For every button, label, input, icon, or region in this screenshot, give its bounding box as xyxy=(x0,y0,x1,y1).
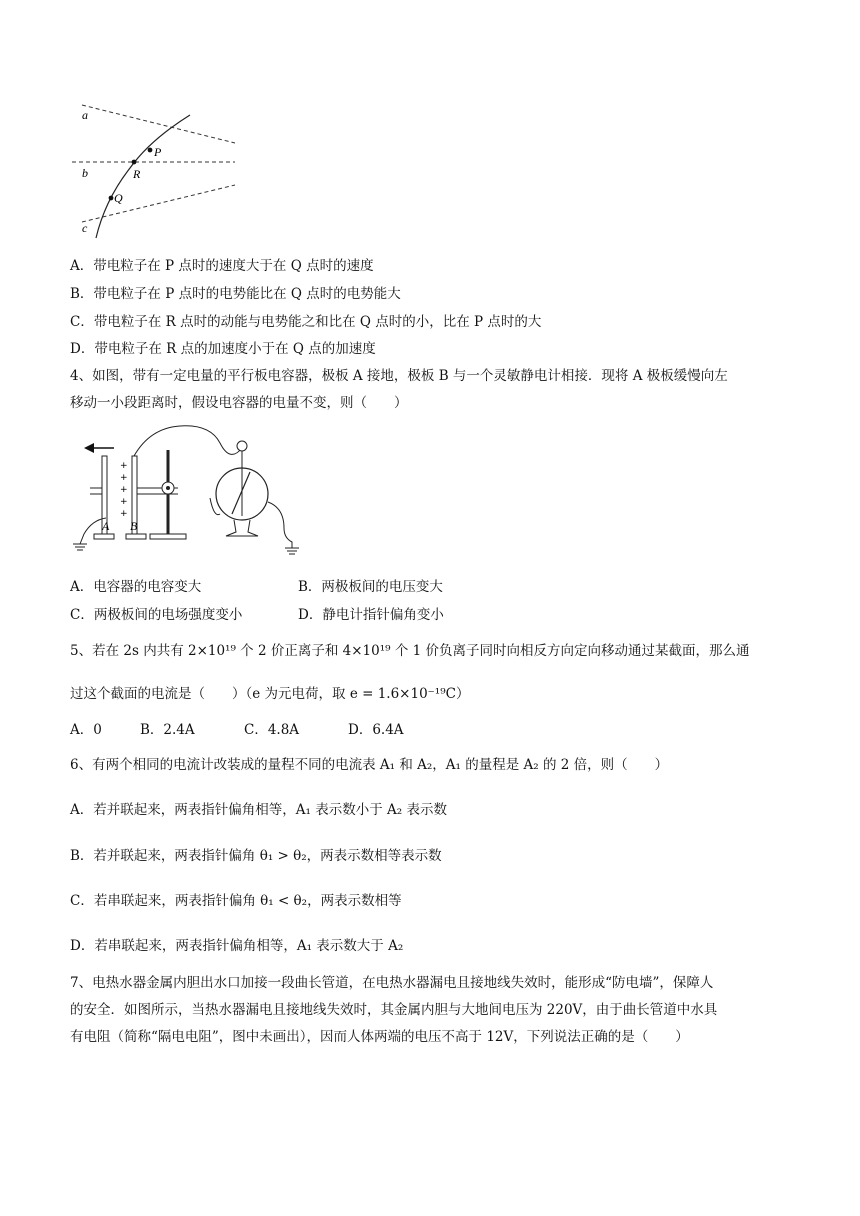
q7-line-1: 7、电热水器金属内胆出水口加接一段曲长管道，在电热水器漏电且接地线失效时，能形成“防电墙”，保障人 xyxy=(70,975,714,991)
q5-option-b: B．2.4A xyxy=(140,722,195,738)
q6-option-a: A．若并联起来，两表指针偏角相等，A₁ 表示数小于 A₂ 表示数 xyxy=(70,802,447,818)
line-c xyxy=(82,185,235,222)
label-p: P xyxy=(154,145,162,159)
point-p-dot xyxy=(148,148,153,153)
plus-sign-3: + xyxy=(120,485,128,495)
fig-label-b: B xyxy=(130,519,138,533)
label-b: b xyxy=(82,166,88,180)
q4-option-a: A．电容器的电容变大 xyxy=(70,579,202,595)
q4-options-row-2 xyxy=(70,603,444,623)
electrometer-knob xyxy=(237,441,247,451)
stand-clamp-center xyxy=(166,486,170,490)
q6-option-c: C．若串联起来，两表指针偏角 θ₁ < θ₂，两表示数相等 xyxy=(70,893,402,909)
q3-option-b: B．带电粒子在 P 点时的电势能比在 Q 点时的电势能大 xyxy=(70,286,401,302)
plus-sign-5: + xyxy=(120,509,128,519)
q5-stem-line-2: 过这个截面的电流是（ ）（e 为元电荷，取 e = 1.6×10⁻¹⁹C） xyxy=(70,686,470,702)
plate-a-base xyxy=(94,534,114,539)
q3-option-d: D．带电粒子在 R 点的加速度小于在 Q 点的加速度 xyxy=(70,341,376,357)
q4-stem-line-1: 4、如图，带有一定电量的平行板电容器，极板 A 接地，极板 B 与一个灵敏静电计相接．现将 A 极板缓慢向左 xyxy=(70,368,728,384)
q6-stem: 6、有两个相同的电流计改装成的量程不同的电流表 A₁ 和 A₂，A₁ 的量程是 A₂ 的 2 倍，则（ ） xyxy=(70,757,669,773)
arrow-head xyxy=(84,443,94,453)
q6-option-b: B．若并联起来，两表指针偏角 θ₁ > θ₂，两表示数相等表示数 xyxy=(70,848,442,864)
point-r-dot xyxy=(132,160,137,165)
plus-sign-4: + xyxy=(120,497,128,507)
trajectory-curve xyxy=(96,115,190,238)
q4-option-d: D．静电计指针偏角变小 xyxy=(298,607,444,623)
q7-line-3: 有电阻（简称“隔电电阻”，图中未画出），因而人体两端的电压不高于 12V，下列说法正确的是（ ） xyxy=(70,1029,689,1045)
label-r: R xyxy=(133,167,141,181)
q4-option-c: C．两极板间的电场强度变小 xyxy=(70,607,243,623)
plus-signs: + xyxy=(120,461,128,471)
fig-label-a: A xyxy=(102,519,110,533)
label-a: a xyxy=(82,108,88,122)
electrometer-stand xyxy=(226,520,258,536)
connecting-wire xyxy=(134,426,242,456)
q3-option-c: C．带电粒子在 R 点时的动能与电势能之和比在 Q 点时的小，比在 P 点时的大 xyxy=(70,314,542,330)
q5-option-a: A．0 xyxy=(70,722,102,738)
plate-b-base xyxy=(126,534,146,539)
q5-stem-line-1: 5、若在 2s 内共有 2×10¹⁹ 个 2 价正离子和 4×10¹⁹ 个 1 价负离子同时向相反方向定向移动通过某截面，那么通 xyxy=(70,643,750,659)
stand-base xyxy=(150,534,186,539)
label-c: c xyxy=(82,221,88,235)
q5-option-c: C．4.8A xyxy=(244,722,300,738)
q4-stem-line-2: 移动一小段距离时，假设电容器的电量不变，则（ ） xyxy=(70,395,408,411)
q5-options-row xyxy=(70,718,404,738)
plus-sign-2: + xyxy=(120,473,128,483)
q4-options-row-1 xyxy=(70,575,443,595)
q5-option-d: D．6.4A xyxy=(348,722,404,738)
ground-wire-right xyxy=(268,502,292,548)
label-q: Q xyxy=(114,191,123,205)
q6-option-d: D．若串联起来，两表指针偏角相等，A₁ 表示数大于 A₂ xyxy=(70,938,404,954)
q7-line-2: 的安全．如图所示，当热水器漏电且接地线失效时，其金属内胆与大地间电压为 220V，由于曲长管道中水具 xyxy=(70,1002,718,1018)
q4-option-b: B．两极板间的电压变大 xyxy=(298,579,443,595)
q3-option-a: A．带电粒子在 P 点时的速度大于在 Q 点时的速度 xyxy=(70,258,374,274)
capacitor-electrometer-figure xyxy=(70,418,310,560)
point-q-dot xyxy=(109,196,114,201)
field-trajectory-figure xyxy=(70,100,240,240)
